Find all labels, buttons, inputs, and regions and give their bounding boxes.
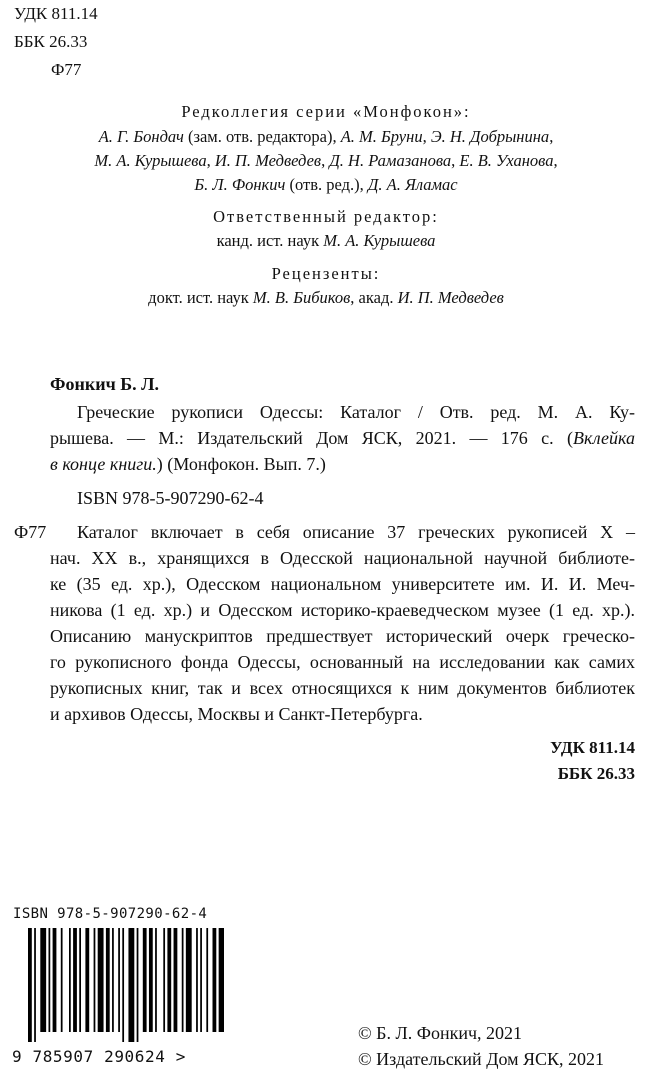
barcode-bar [167, 928, 171, 1032]
barcode-bar [143, 928, 147, 1032]
barcode-isbn-label: ISBN 978-5-907290-62-4 [13, 906, 208, 922]
barcode-bar [69, 928, 71, 1032]
annotation-line: Каталог включает в себя описание 37 греческих рукописей X – [77, 522, 635, 542]
author-mark: Ф77 [51, 60, 82, 79]
barcode-digits: 9 785907 290624 > [12, 1047, 186, 1066]
barcode-bar [49, 928, 51, 1032]
annotation-line: и архивов Одессы, Москвы и Санкт-Петербурга. [50, 704, 423, 724]
barcode-bar [174, 928, 178, 1032]
editorial-board-line-2: М. А. Курышева, И. П. Медведев, Д. Н. Рамазанова, Е. В. Уханова, [94, 151, 558, 170]
record-isbn: ISBN 978-5-907290-62-4 [77, 488, 264, 508]
annotation-line: рукописных книг, так и всех относящихся к ним документов библиотек [50, 678, 635, 698]
barcode-image [28, 928, 224, 1042]
barcode-bar [155, 928, 157, 1032]
responsible-editor-heading: Ответственный редактор: [213, 207, 439, 226]
copyright-author: © Б. Л. Фонкич, 2021 [358, 1023, 523, 1043]
barcode-bar [98, 928, 104, 1032]
barcode-bar [163, 928, 165, 1032]
barcode-bar [34, 928, 36, 1042]
barcode-bar [106, 928, 110, 1032]
barcode-bar [219, 928, 224, 1032]
annotation-line: никова (1 ед. хр.) и Одесском историко-краеведческом музее (1 ед. хр.). [50, 600, 635, 620]
barcode-bar [61, 928, 63, 1032]
reviewers-names: докт. ист. наук М. В. Бибиков, акад. И. П. Медведев [148, 288, 504, 307]
annotation-line: Описанию манускриптов предшествует исторический очерк греческо- [50, 626, 635, 646]
responsible-editor-name: канд. ист. наук М. А. Курышева [216, 231, 436, 250]
record-line-1: Греческие рукописи Одессы: Каталог / Отв. ред. М. А. Ку- [77, 402, 635, 422]
editorial-board-line-3: Б. Л. Фонкич (отв. ред.), Д. А. Яламас [194, 175, 458, 194]
barcode-bar [128, 928, 134, 1042]
barcode-bar [182, 928, 184, 1032]
barcode-bar [200, 928, 202, 1032]
barcode-bar [186, 928, 192, 1032]
barcode-bar [137, 928, 139, 1042]
author-heading: Фонкич Б. Л. [50, 374, 160, 394]
annotation-mark: Ф77 [14, 522, 47, 542]
annotation-line: нач. XX в., хранящихся в Одесской национальной научной библиоте- [50, 548, 635, 568]
barcode-bar [213, 928, 217, 1032]
barcode-bar [206, 928, 208, 1032]
barcode-bar [112, 928, 114, 1032]
bbk-code: ББК 26.33 [14, 32, 88, 51]
barcode-bar [149, 928, 153, 1032]
reviewers-heading: Рецензенты: [271, 264, 381, 283]
editorial-board-line-1: А. Г. Бондач (зам. отв. редактора), А. М. Бруни, Э. Н. Добрынина, [98, 127, 554, 146]
record-line-2: рышева. — М.: Издательский Дом ЯСК, 2021. — 176 с. (Вклейка [50, 428, 635, 448]
barcode-bar [122, 928, 124, 1042]
barcode-bar [28, 928, 32, 1042]
record-line-3: в конце книги.) (Монфокон. Вып. 7.) [50, 454, 326, 474]
barcode-bar [53, 928, 57, 1032]
annotation-line: го рукописного фонда Одессы, основанный на исследовании как самих [50, 652, 635, 672]
udk-code: УДК 811.14 [14, 4, 98, 23]
barcode-bar [118, 928, 120, 1032]
bbk-code-bottom: ББК 26.33 [557, 764, 635, 783]
barcode-bar [40, 928, 46, 1032]
editorial-board-heading: Редколлегия серии «Монфокон»: [181, 102, 471, 121]
barcode-bar [73, 928, 77, 1032]
barcode-bar [196, 928, 198, 1032]
annotation-line: ке (35 ед. хр.), Одесском национальном университете им. И. И. Меч- [50, 574, 635, 594]
copyright-publisher: © Издательский Дом ЯСК, 2021 [358, 1049, 605, 1069]
barcode-bar [79, 928, 81, 1032]
barcode-bar [85, 928, 89, 1032]
barcode-bar [94, 928, 96, 1032]
udk-code-bottom: УДК 811.14 [550, 738, 635, 757]
